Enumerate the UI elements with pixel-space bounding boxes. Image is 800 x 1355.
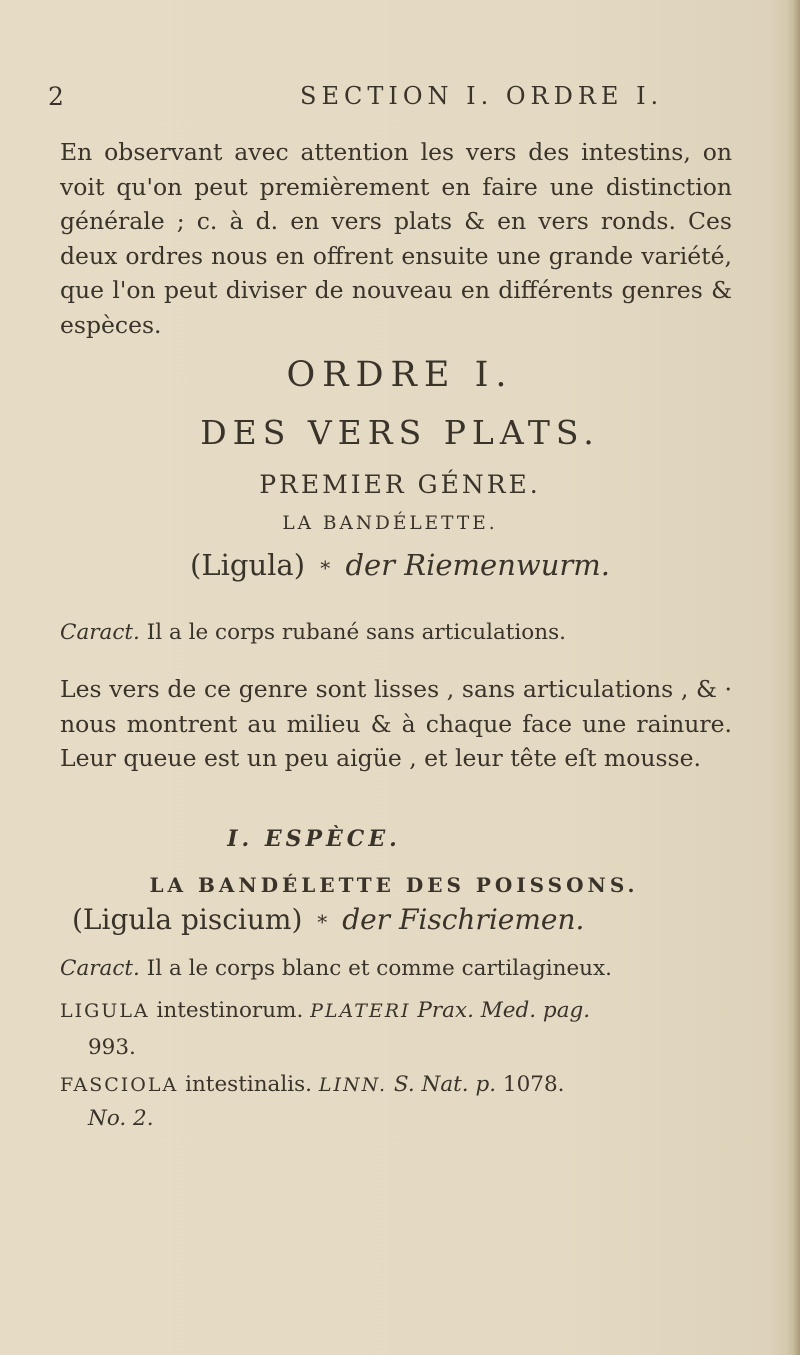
ref-page: 1078. <box>502 1072 565 1097</box>
german-name: der Riemenwurm. <box>345 548 610 582</box>
caract-label: Caract. <box>60 620 140 645</box>
species-character <box>60 956 612 981</box>
intro-paragraph <box>60 135 732 342</box>
description-text: Les vers de ce genre sont lisses , sans articulations , & · nous montrent au milieu & à chaque face une rainure. Leur queue est un peu aigüe , et leur tête eſt mousse. <box>60 675 732 772</box>
asterisk: * <box>320 556 331 580</box>
species-asterisk: * <box>317 910 328 934</box>
ref-author: PLATERI <box>310 1000 411 1022</box>
ref-genus: LIGULA <box>60 1000 150 1022</box>
ref-epithet: intestinorum. <box>156 998 304 1023</box>
page-number: 2 <box>48 82 65 111</box>
reference-line <box>60 1072 564 1097</box>
species-latin-line <box>72 903 584 936</box>
species-heading: I. ESPÈCE. <box>227 826 401 852</box>
caract-text: Il a le corps rubané sans articulations. <box>146 620 566 645</box>
reference-continuation: No. 2. <box>88 1106 154 1131</box>
page-edge-shadow <box>786 0 800 1355</box>
ref-epithet: intestinalis. <box>185 1072 312 1097</box>
genre-heading: PREMIER GÉNRE. <box>259 470 541 499</box>
running-head: SECTION I. ORDRE I. <box>300 82 664 110</box>
ref-work: S. Nat. p. <box>393 1072 497 1097</box>
order-subtitle: DES VERS PLATS. <box>200 413 600 452</box>
page-header <box>0 82 800 118</box>
reference-continuation: 993. <box>88 1035 136 1060</box>
genre-name: LA BANDÉLETTE. <box>282 513 498 534</box>
ref-author: LINN. <box>318 1074 388 1096</box>
latin-name: (Ligula) <box>190 548 306 582</box>
ref-work: Prax. Med. pag. <box>417 998 591 1023</box>
species-german-name: der Fischriemen. <box>342 903 585 936</box>
genre-description <box>60 672 732 776</box>
intro-text: En observant avec attention les vers des intestins, on voit qu'on peut premièrement en faire une distinction générale ; c. à d. en vers plats & en vers ronds. Ces deux ordres nous en offrent ensuite une grande variété, que l'on peut diviser de nouveau en différents genres & espèces. <box>60 138 732 339</box>
order-title: ORDRE I. <box>286 355 514 395</box>
reference-line <box>60 998 590 1023</box>
genre-latin-line <box>0 548 800 582</box>
species-latin-name: (Ligula piscium) <box>72 903 303 936</box>
genre-character <box>60 620 566 645</box>
species-caract-label: Caract. <box>60 956 140 981</box>
species-caract-text: Il a le corps blanc et comme cartilagineux. <box>146 956 612 981</box>
ref-genus: FASCIOLA <box>60 1074 179 1096</box>
species-name: LA BANDÉLETTE DES POISSONS. <box>149 873 639 897</box>
